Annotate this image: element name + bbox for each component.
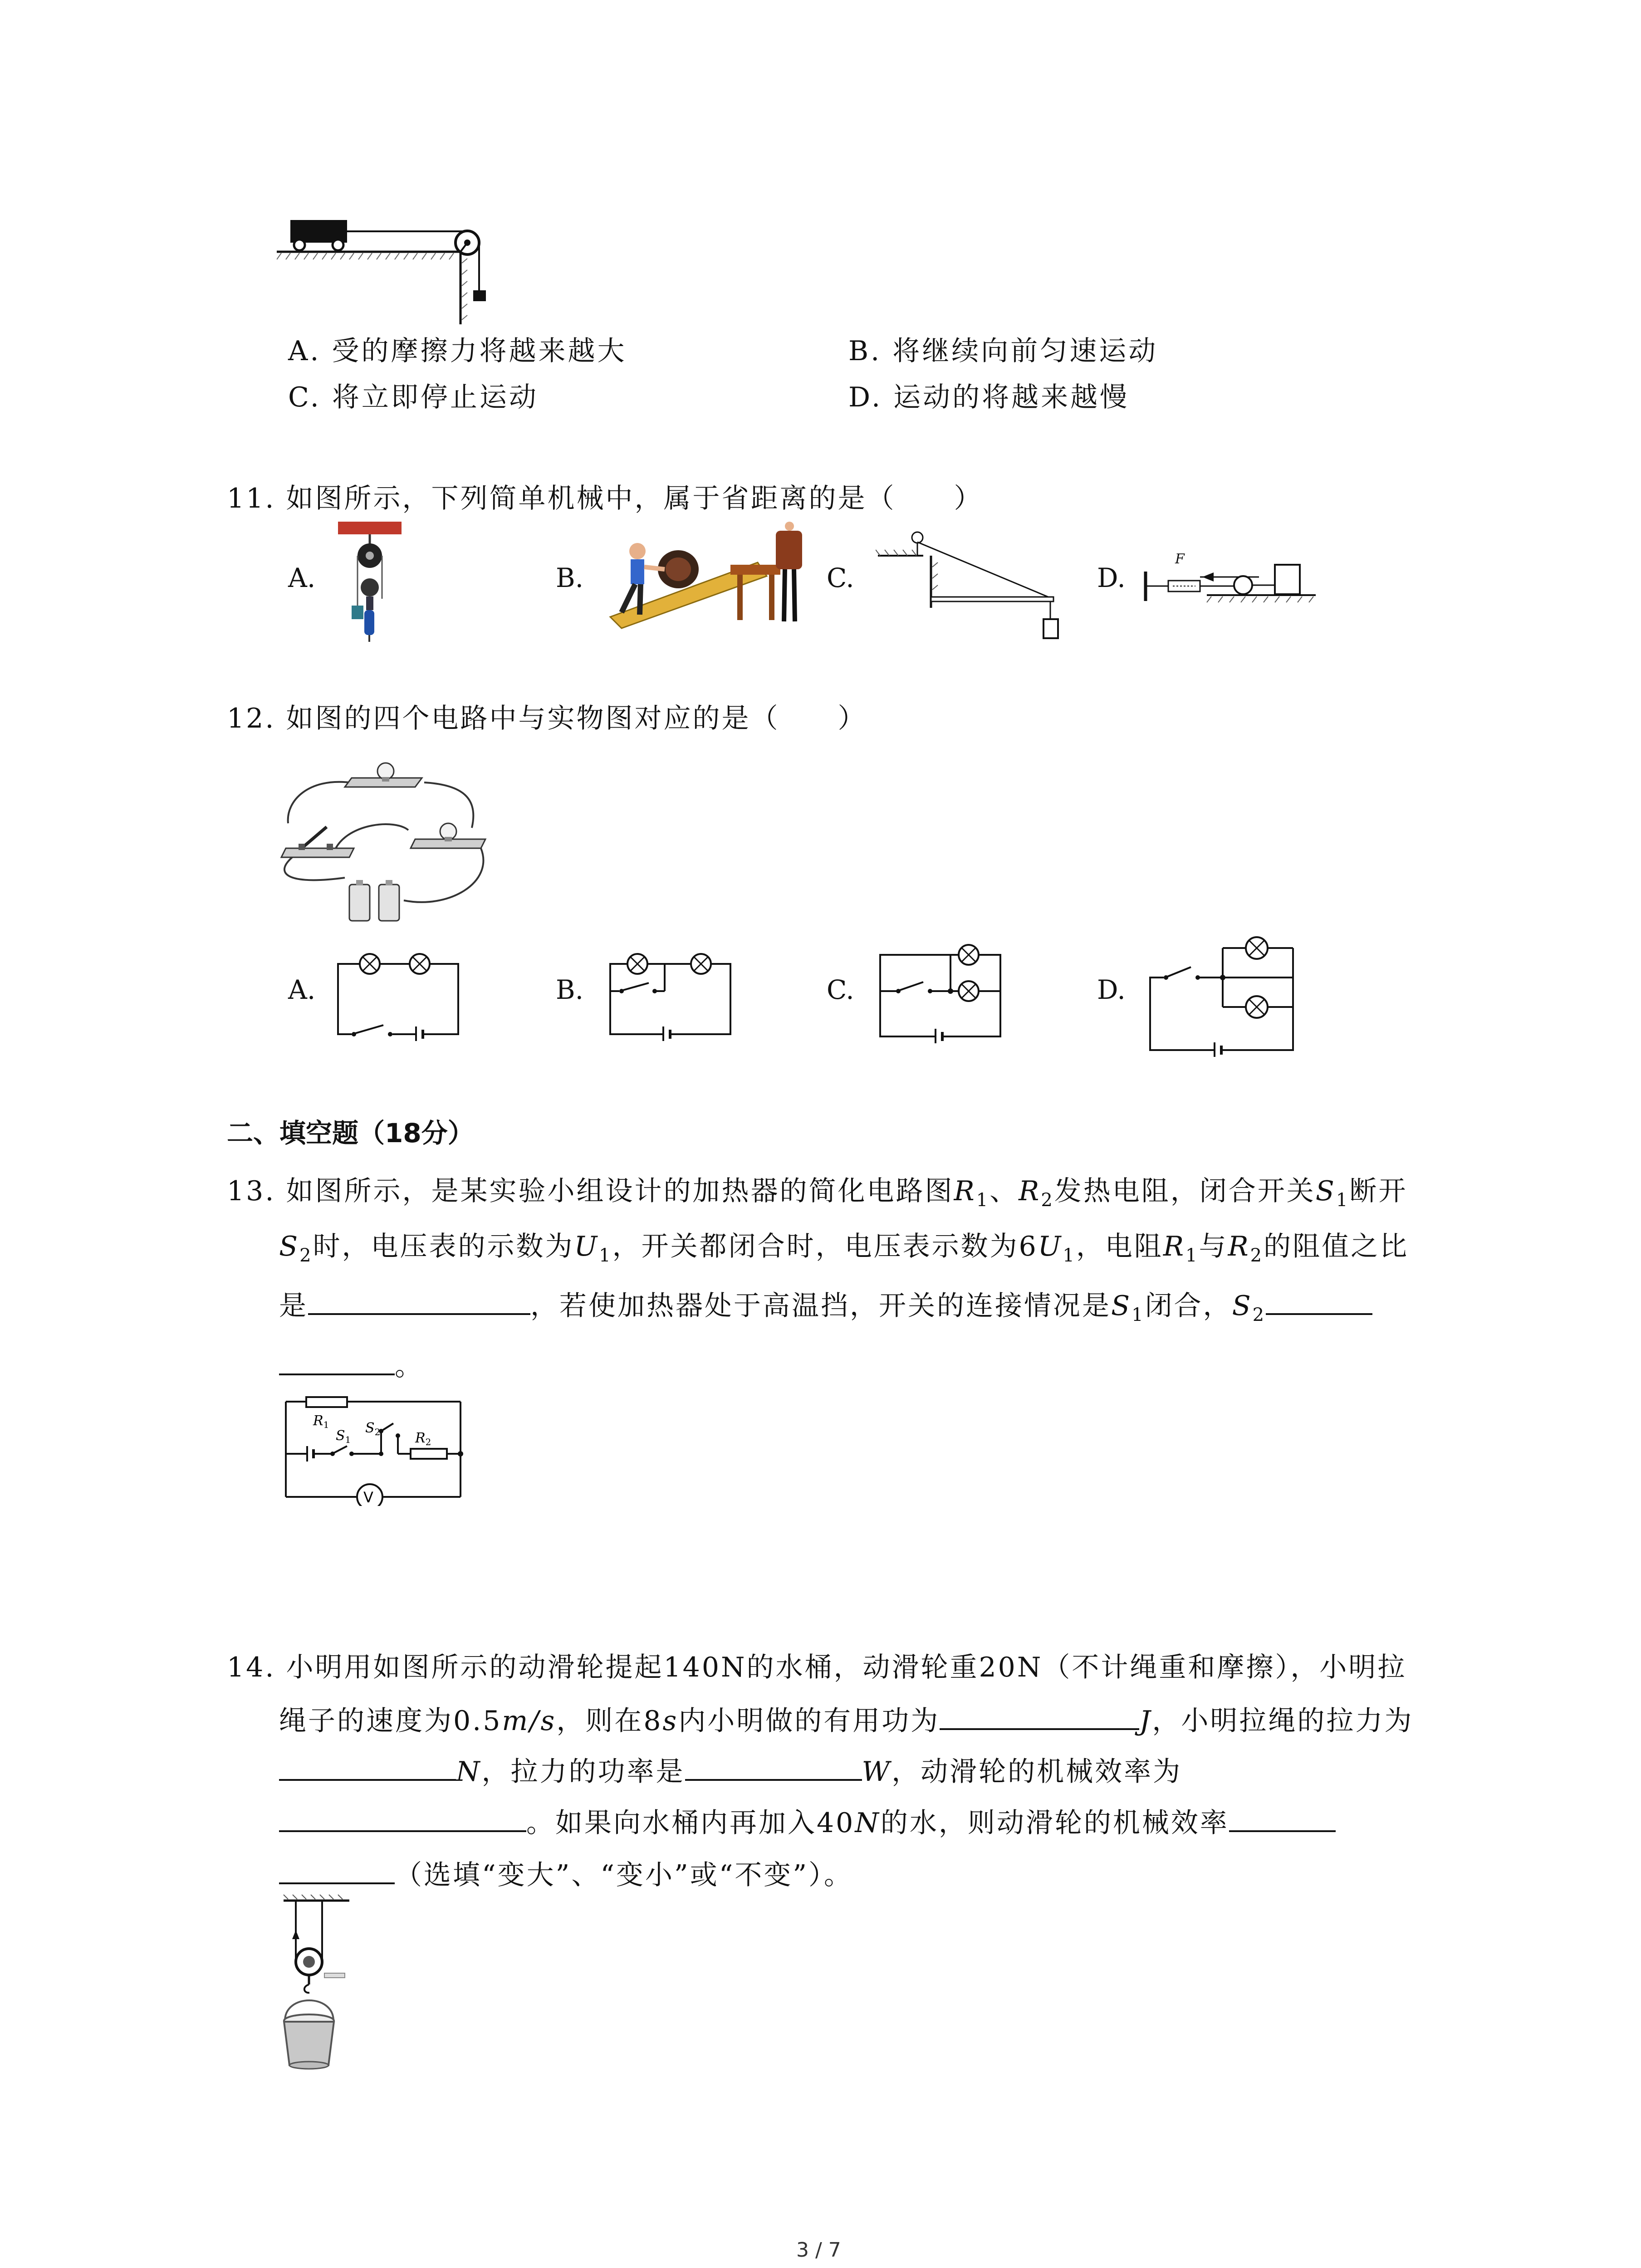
q14-movable-pulley-bucket-figure — [277, 1894, 367, 2071]
q14-blank-change-part1[interactable] — [1229, 1803, 1336, 1832]
q12-circuit-c — [876, 934, 1007, 1043]
q12-physical-circuit-figure — [277, 751, 513, 932]
q14-l2-a: 绳子的速度为0.5 — [279, 1705, 502, 1737]
q14-l2-f: J — [1139, 1705, 1152, 1737]
q14-l4-a: 。如果向水桶内再加入40 — [526, 1807, 855, 1839]
q11-label-d[interactable]: D. — [1097, 562, 1126, 593]
q13-line-2: $S_2$时，电压表的示数为$U_1$，开关都闭合时，电压表示数为$6U_1$，电阻$R_1$与$R_2$的阻值之比 — [279, 1231, 1409, 1266]
q12-label-c[interactable]: C. — [827, 974, 854, 1005]
q12-label-d[interactable]: D. — [1097, 974, 1126, 1005]
q13-line-4 — [279, 1346, 424, 1383]
q14-line-4 — [279, 1803, 1336, 1839]
q14-l5-a: （选填“变大”、“变小”或“不变”）。 — [395, 1859, 853, 1891]
q13-line-3: 是 ，若使加热器处于高温挡，开关的连接情况是$S_1$闭合，$S_2$ — [279, 1286, 1372, 1331]
q13-l1-c: 发热电阻，闭合开关 — [1054, 1175, 1316, 1207]
q11-fig-d-horizontal-pulley — [1139, 544, 1320, 608]
q13-l3-a: 是 — [279, 1290, 308, 1322]
q11-label-a[interactable]: A. — [288, 562, 316, 593]
q14-l4-c: 的水，则动滑轮的机械效率 — [880, 1807, 1229, 1839]
q13-l2-b: ，开关都闭合时，电压表示数为6 — [612, 1231, 1038, 1262]
q12-circuit-a-series — [333, 946, 465, 1041]
q13-l4-a: 。 — [395, 1350, 424, 1382]
q14-l2-e: 内小明做的有用功为 — [678, 1705, 940, 1737]
q12-circuit-b — [606, 946, 737, 1041]
section-title: 二、填空题（18分） — [227, 1118, 474, 1149]
q12-label-b[interactable]: B. — [556, 974, 584, 1005]
q13-l2-a: 时，电压表的示数为 — [313, 1231, 574, 1262]
q13-fig-voltmeter-label: V — [363, 1489, 373, 1506]
q13-blank-ratio[interactable] — [308, 1286, 530, 1315]
q14-l2-g: ，小明拉绳的拉力为 — [1152, 1705, 1414, 1737]
q13-heater-circuit-figure — [279, 1393, 465, 1506]
page-number: 3 / 7 — [796, 2239, 841, 2262]
q13-l1-b: 、 — [989, 1175, 1019, 1207]
q13-line-1: 13. 如图所示，是某实验小组设计的加热器的简化电路图$R_1$、$R_2$发热电阻，闭合开关$S_1$断开 — [227, 1175, 1408, 1211]
q14-l3-c: W — [862, 1756, 892, 1788]
q14-line-1: 14. 小明用如图所示的动滑轮提起140N的水桶，动滑轮重20N（不计绳重和摩擦），小明拉 — [227, 1652, 1407, 1683]
q10-option-d[interactable]: D. 运动的将越来越慢 — [848, 381, 1130, 413]
q11-stem: 11. 如图所示，下列简单机械中，属于省距离的是（ ） — [227, 483, 983, 514]
q13-l2-d: 与 — [1199, 1231, 1228, 1262]
q14-blank-efficiency[interactable] — [279, 1803, 526, 1832]
q13-l1-a: 13. 如图所示，是某实验小组设计的加热器的简化电路图 — [227, 1175, 954, 1207]
q10-option-b[interactable]: B. 将继续向前匀速运动 — [848, 335, 1158, 367]
q14-l2-d: s — [662, 1705, 679, 1737]
q11-fig-d-force-label: F — [1175, 551, 1185, 567]
q13-blank-s2-part1[interactable] — [1266, 1286, 1372, 1315]
q10-cart-pulley-figure — [277, 218, 495, 331]
q14-line-3 — [279, 1752, 1182, 1788]
q14-l2-b: m/s — [502, 1705, 557, 1737]
q14-l3-a: N — [456, 1756, 482, 1788]
q14-l3-d: ，动滑轮的机械效率为 — [892, 1756, 1182, 1788]
q14-blank-pull-force[interactable] — [279, 1752, 456, 1781]
q13-l3-b: ，若使加热器处于高温挡，开关的连接情况是 — [530, 1290, 1111, 1322]
q14-l4-b: N — [855, 1807, 881, 1839]
q11-fig-b-lever-worker — [603, 522, 803, 631]
q14-line-5 — [279, 1855, 853, 1892]
q13-blank-s2-part2[interactable] — [279, 1346, 395, 1375]
q11-label-c[interactable]: C. — [827, 562, 854, 593]
q14-l2-c: ，则在8 — [556, 1705, 663, 1737]
q13-l3-c: 闭合， — [1145, 1290, 1232, 1322]
q10-option-c[interactable]: C. 将立即停止运动 — [288, 381, 539, 413]
q14-blank-change-part2[interactable] — [279, 1855, 395, 1884]
q13-fig-r2-label: $R_2$ — [415, 1430, 431, 1447]
q14-line-2 — [279, 1701, 1413, 1737]
q14-l3-b: ，拉力的功率是 — [481, 1756, 685, 1788]
q14-blank-useful-work[interactable] — [940, 1701, 1139, 1730]
q11-label-b[interactable]: B. — [556, 562, 584, 593]
q12-circuit-d — [1146, 930, 1300, 1057]
q11-fig-a-pulley-block — [329, 519, 411, 644]
q13-fig-r1-label: $R_1$ — [313, 1413, 329, 1430]
q13-fig-s1-label: $S_1$ — [336, 1428, 351, 1445]
q13-l1-d: 断开 — [1349, 1175, 1408, 1207]
q13-l2-c: ，电阻 — [1076, 1231, 1163, 1262]
q10-option-a[interactable]: A. 受的摩擦力将越来越大 — [288, 335, 627, 367]
q13-fig-s2-label: $S_2$ — [365, 1420, 381, 1437]
q11-fig-c-crane-lever — [876, 522, 1066, 644]
q14-blank-power[interactable] — [685, 1752, 862, 1781]
q12-label-a[interactable]: A. — [288, 974, 316, 1005]
q13-l2-e: 的阻值之比 — [1264, 1231, 1409, 1262]
q12-stem: 12. 如图的四个电路中与实物图对应的是（ ） — [227, 703, 867, 734]
